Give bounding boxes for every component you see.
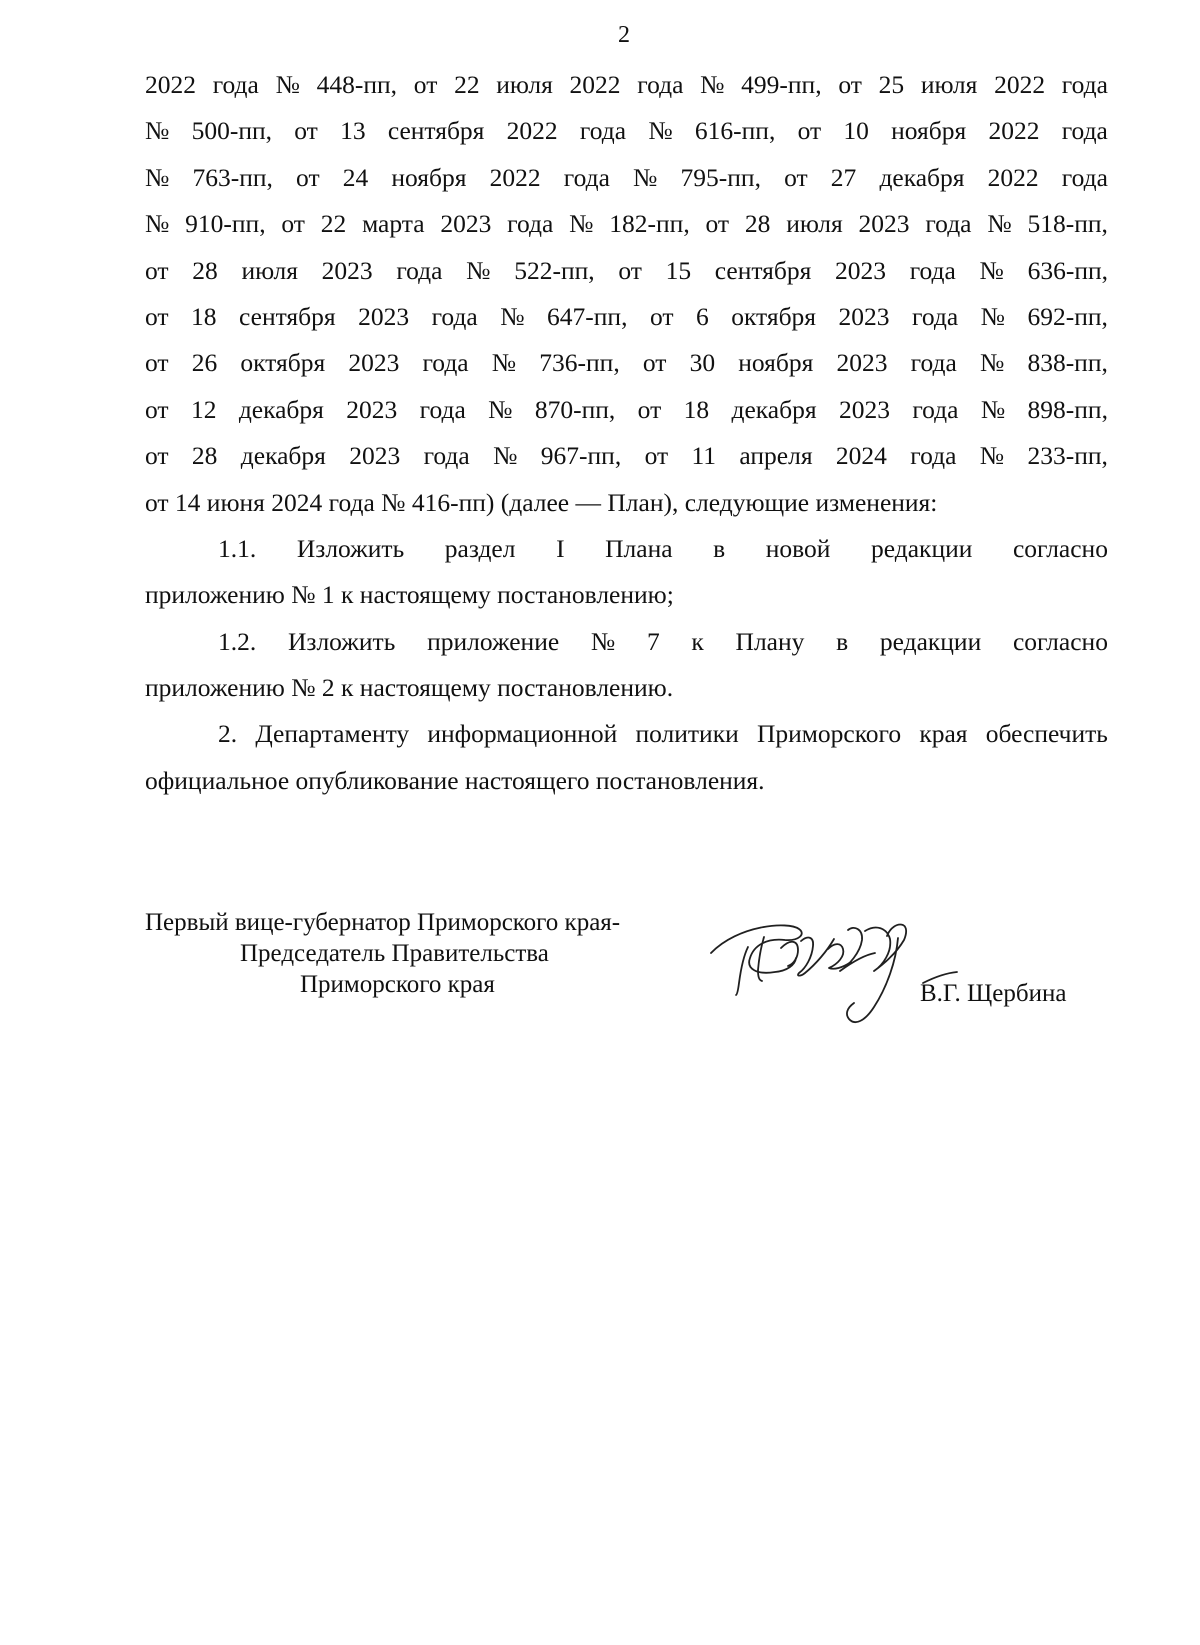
document-body-word: года bbox=[422, 348, 469, 378]
document-body-word: 2022 bbox=[489, 162, 541, 192]
document-body-word: 1.1. bbox=[218, 533, 257, 563]
document-body-word: апреля bbox=[739, 441, 813, 471]
document-body-word: года bbox=[912, 301, 959, 331]
document-body-word: от bbox=[618, 255, 642, 285]
document-body-word: 13 bbox=[340, 116, 366, 146]
document-body-line bbox=[145, 572, 1108, 618]
document-body-word: № bbox=[980, 301, 1005, 331]
document-body-word: новой bbox=[765, 533, 831, 563]
document-body-word: 2023 bbox=[358, 301, 410, 331]
document-body-word: 2022 bbox=[988, 116, 1040, 146]
document-body-word: 11 bbox=[691, 441, 717, 471]
signatory-title-line-2: Председатель Правительства bbox=[240, 940, 549, 967]
document-body-word: июля bbox=[786, 209, 843, 239]
document-body-word: года bbox=[431, 301, 478, 331]
document-body-word: 28 bbox=[191, 441, 218, 471]
document-body-word: 22 bbox=[320, 209, 347, 239]
document-body-word: 448-пп, bbox=[316, 70, 398, 99]
document-body-word: 6 bbox=[696, 301, 709, 331]
document-body-word: 28 bbox=[744, 209, 771, 239]
document-body-word: № bbox=[500, 301, 525, 331]
document-body-word: 2023 bbox=[838, 301, 890, 331]
document-body-word: 2022 bbox=[569, 70, 621, 99]
document-body-line bbox=[145, 480, 1108, 526]
document-body-word: 12 bbox=[190, 394, 217, 424]
document-body-word: редакции bbox=[879, 626, 982, 656]
document-body-word: 27 bbox=[830, 162, 857, 192]
document-body-word: 22 bbox=[454, 70, 480, 99]
document-body-word: согласно bbox=[1012, 533, 1108, 563]
document-body-word: Приморского bbox=[756, 719, 902, 749]
document-body-word: от bbox=[145, 301, 169, 331]
document-body-word: 2. bbox=[218, 719, 238, 749]
document-body-word: года bbox=[212, 70, 259, 99]
document-body-word: года bbox=[579, 116, 627, 146]
document-body-word: Департаменту bbox=[255, 719, 410, 749]
document-body bbox=[145, 62, 1108, 804]
document-body-word: № bbox=[979, 255, 1004, 285]
document-body-word: года bbox=[910, 441, 957, 471]
document-body-word: ноября bbox=[391, 162, 467, 192]
document-body-line bbox=[145, 62, 1108, 108]
document-body-word: 2023 bbox=[835, 255, 887, 285]
document-body-word: года bbox=[912, 394, 959, 424]
document-body-word: № bbox=[980, 394, 1006, 424]
document-body-word: согласно bbox=[1012, 626, 1108, 656]
document-body-word: года bbox=[419, 394, 466, 424]
document-body-word: 910-пп, bbox=[185, 209, 266, 239]
document-body-word: года bbox=[1061, 162, 1108, 192]
document-body-word: от bbox=[145, 348, 169, 378]
document-body-word: сентября bbox=[714, 255, 812, 285]
document-body-word: декабря bbox=[731, 394, 817, 424]
document-body-word: декабря bbox=[238, 394, 324, 424]
document-body-word: года bbox=[1061, 116, 1108, 146]
document-body-word: 10 bbox=[843, 116, 869, 146]
document-body-word: 2023 bbox=[836, 348, 888, 378]
document-body-word: 2023 bbox=[321, 255, 373, 285]
document-body-word: Изложить bbox=[296, 533, 405, 563]
document-body-word: 499-пп, bbox=[741, 70, 822, 99]
document-body-word: 636-пп, bbox=[1027, 255, 1108, 285]
document-body-word: 500-пп, bbox=[191, 116, 273, 146]
document-body-line bbox=[145, 711, 1108, 757]
document-body-word: 28 bbox=[192, 255, 218, 285]
document-body-word: 2023 bbox=[349, 441, 401, 471]
document-body-word: от bbox=[145, 441, 169, 471]
document-body-word: 18 bbox=[191, 301, 217, 331]
document-body-word: 233-пп, bbox=[1027, 441, 1108, 471]
document-body-word: от bbox=[281, 209, 305, 239]
document-body-word: 182-пп, bbox=[609, 209, 690, 239]
document-body-line bbox=[145, 387, 1108, 433]
document-body-text: приложению № 2 к настоящему постановлению. bbox=[145, 673, 674, 703]
document-body-word: 2022 bbox=[987, 162, 1039, 192]
signatory-title-line-1: Первый вице-губернатор Приморского края- bbox=[145, 909, 621, 936]
document-body-word: года bbox=[507, 209, 554, 239]
document-body-word: 7 bbox=[646, 626, 660, 656]
document-body-line bbox=[145, 340, 1108, 386]
document-body-word: приложение bbox=[427, 626, 560, 656]
document-body-word: 898-пп, bbox=[1027, 394, 1108, 424]
document-body-word: края bbox=[919, 719, 968, 749]
document-body-word: № bbox=[569, 209, 594, 239]
document-body-word: 26 bbox=[191, 348, 218, 378]
document-body-word: 15 bbox=[665, 255, 692, 285]
document-body-word: 30 bbox=[689, 348, 716, 378]
document-body-text: официальное опубликование настоящего постановления. bbox=[145, 765, 765, 795]
document-body-word: Изложить bbox=[287, 626, 396, 656]
document-body-word: 870-пп, bbox=[534, 394, 616, 424]
document-body-word: № bbox=[493, 441, 518, 471]
document-body-word: декабря bbox=[240, 441, 326, 471]
document-body-word: 763-пп, bbox=[192, 162, 273, 192]
document-body-line bbox=[145, 758, 1108, 804]
document-body-word: года bbox=[910, 348, 957, 378]
document-body-word: 838-пп, bbox=[1027, 348, 1108, 378]
document-body-text: от 14 июня 2024 года № 416-пп) (далее — План), следующие изменения: bbox=[145, 487, 938, 517]
document-body-word: 2023 bbox=[838, 394, 890, 424]
document-body-word: июля bbox=[920, 70, 978, 99]
document-body-word: года bbox=[563, 162, 610, 192]
document-body-word: 616-пп, bbox=[694, 116, 776, 146]
signatory-title-line-3: Приморского края bbox=[300, 971, 495, 998]
document-body-word: 2023 bbox=[346, 394, 398, 424]
document-body-word: от bbox=[294, 116, 318, 146]
page-number: 2 bbox=[618, 22, 630, 48]
signature-block bbox=[145, 908, 1145, 1048]
document-body-word: 518-пп, bbox=[1027, 209, 1108, 239]
document-body-line bbox=[145, 665, 1108, 711]
document-body-word: к bbox=[691, 626, 704, 656]
document-body-line bbox=[145, 294, 1108, 340]
document-body-word: от bbox=[797, 116, 822, 146]
document-body-word: 2022 bbox=[994, 70, 1046, 99]
document-body-word: № bbox=[700, 70, 725, 99]
document-body-word: № bbox=[275, 70, 300, 99]
document-body-word: 18 bbox=[683, 394, 710, 424]
document-body-word: от bbox=[644, 441, 669, 471]
document-body-line bbox=[145, 248, 1108, 294]
document-body-word: № bbox=[987, 209, 1012, 239]
document-body-word: от bbox=[838, 70, 862, 99]
document-body-word: 2023 bbox=[440, 209, 492, 239]
document-body-word: 2023 bbox=[858, 209, 910, 239]
document-body-word: от bbox=[413, 70, 438, 99]
document-body-word: года bbox=[925, 209, 972, 239]
document-body-line bbox=[145, 619, 1108, 665]
document-body-word: в bbox=[836, 626, 849, 656]
document-body-word: ноября bbox=[738, 348, 814, 378]
document-body-word: 25 bbox=[878, 70, 905, 99]
document-body-line bbox=[145, 201, 1108, 247]
document-body-word: года bbox=[1061, 70, 1108, 99]
document-body-word: от bbox=[145, 394, 169, 424]
document-body-word: от bbox=[705, 209, 730, 239]
document-body-word: № bbox=[979, 348, 1005, 378]
document-body-word: июля bbox=[241, 255, 298, 285]
document-body-word: сентября bbox=[239, 301, 336, 331]
document-body-word: № bbox=[488, 394, 513, 424]
document-body-word: I bbox=[556, 533, 565, 563]
document-body-line bbox=[145, 108, 1108, 154]
document-body-word: 2024 bbox=[835, 441, 887, 471]
document-body-word: года bbox=[423, 441, 470, 471]
document-body-word: октября bbox=[731, 301, 817, 331]
document-body-line bbox=[145, 526, 1108, 572]
document-body-word: 647-пп, bbox=[547, 301, 628, 331]
document-body-word: от bbox=[642, 348, 667, 378]
document-body-line bbox=[145, 433, 1108, 479]
document-body-word: 795-пп, bbox=[680, 162, 761, 192]
document-body-word: декабря bbox=[879, 162, 965, 192]
document-body-word: информационной bbox=[427, 719, 618, 749]
signer-name: В.Г. Щербина bbox=[920, 980, 1067, 1007]
document-body-word: № bbox=[466, 255, 491, 285]
document-body-word: года bbox=[396, 255, 443, 285]
document-body-word: № bbox=[145, 162, 170, 192]
document-body-text: приложению № 1 к настоящему постановлению; bbox=[145, 580, 674, 610]
document-body-word: № bbox=[648, 116, 673, 146]
document-body-word: раздел bbox=[444, 533, 516, 563]
document-body-word: редакции bbox=[871, 533, 973, 563]
document-body-word: № bbox=[590, 626, 616, 656]
document-body-word: 692-пп, bbox=[1027, 301, 1108, 331]
document-body-word: от bbox=[296, 162, 320, 192]
document-body-word: ноября bbox=[891, 116, 967, 146]
document-body-word: 1.2. bbox=[218, 626, 257, 656]
document-body-word: 2022 bbox=[145, 70, 196, 99]
document-body-word: года bbox=[909, 255, 956, 285]
document-body-word: Плану bbox=[735, 626, 805, 656]
document-body-word: 967-пп, bbox=[540, 441, 622, 471]
document-body-word: июля bbox=[496, 70, 553, 99]
document-body-word: от bbox=[145, 255, 169, 285]
document-body-word: от bbox=[784, 162, 808, 192]
document-body-word: марта bbox=[362, 209, 425, 239]
document-body-word: № bbox=[633, 162, 658, 192]
document-body-word: года bbox=[637, 70, 684, 99]
document-body-word: 522-пп, bbox=[514, 255, 595, 285]
document-body-word: 2022 bbox=[506, 116, 558, 146]
document-body-word: 2023 bbox=[348, 348, 400, 378]
document-body-word: октября bbox=[240, 348, 326, 378]
document-body-word: № bbox=[979, 441, 1005, 471]
document-body-word: от bbox=[649, 301, 674, 331]
document-body-word: 24 bbox=[342, 162, 369, 192]
document-body-word: сентября bbox=[387, 116, 485, 146]
document-body-word: обеспечить bbox=[985, 719, 1108, 749]
document-body-word: № bbox=[491, 348, 517, 378]
document-body-word: от bbox=[637, 394, 662, 424]
document-body-word: Плана bbox=[605, 533, 673, 563]
document-body-word: в bbox=[713, 533, 726, 563]
document-body-word: № bbox=[145, 116, 170, 146]
document-body-word: № bbox=[145, 209, 170, 239]
document-body-line bbox=[145, 155, 1108, 201]
document-body-word: 736-пп, bbox=[539, 348, 620, 378]
document-body-word: политики bbox=[635, 719, 739, 749]
handwritten-signature bbox=[680, 913, 965, 1043]
